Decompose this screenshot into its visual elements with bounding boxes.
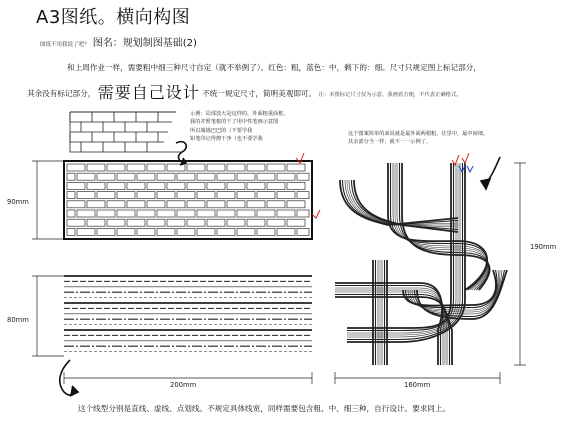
instruction-line-2-b: 不统一规定尺寸，简明美观即可。 <box>202 89 317 98</box>
design-yourself-emphasis: 需要自己设计 <box>97 83 200 102</box>
line-types-drawing <box>64 276 312 352</box>
instruction-line-2-a: 其余没有标记部分， <box>27 89 96 98</box>
arrow-icon <box>481 157 500 189</box>
brick-detail-sketch <box>70 112 183 152</box>
dim-label-knot-height: 190mm <box>530 243 557 251</box>
instruction-note: 注：本图标记尺寸仅为示意，我画着方便，不代表正确格式。 <box>318 92 462 98</box>
knot-note-line: 其余部分当一样，就不一一示例了。 <box>348 139 432 146</box>
dim-label-knot-width: 160mm <box>404 381 431 389</box>
dim-label-brick-height: 90mm <box>7 198 29 206</box>
thick-line-mark <box>296 153 469 218</box>
medium-line-mark <box>459 166 473 172</box>
dim-label-left-width: 200mm <box>170 381 197 389</box>
dim-label-lines-height: 80mm <box>7 316 29 324</box>
brick-note-line: 铅笔印记得擦干净（也不要学我 <box>190 136 263 143</box>
brick-note-line: 我的并暂笔框的干了用中性笔画示意图 <box>190 119 279 126</box>
knot-pattern-drawing <box>335 163 507 365</box>
instruction-line-1: 和上周作业一样，需要粗中细三种尺寸自定（就不举例了）。红色：粗，蓝色：中，剩下的：细。尺寸只规定图上标记部分， <box>67 63 481 72</box>
line-type-note: 这个线型分别是直线、虚线、点划线。不规定具体线宽，同样需要包含粗、中、细三种，自行设计。要求同上。 <box>78 404 451 413</box>
page-title: A3图纸。横向构图 <box>36 7 191 28</box>
brick-note-line: 示例：局部放大是这样的，外面粗重面框。 <box>190 111 289 117</box>
knot-note-line: 这个图案简单的来说就是最外面两根粗，往里中，最中间细。 <box>348 131 489 137</box>
brick-wall-drawing <box>64 161 312 239</box>
drawing-name: 图名：规划制图基础(2) <box>92 38 197 49</box>
brick-note-line: 所以墙墙巴巴的（不要学我 <box>190 127 253 134</box>
subtitle-prefix: 图纸不用我说了吧？ <box>40 42 90 48</box>
